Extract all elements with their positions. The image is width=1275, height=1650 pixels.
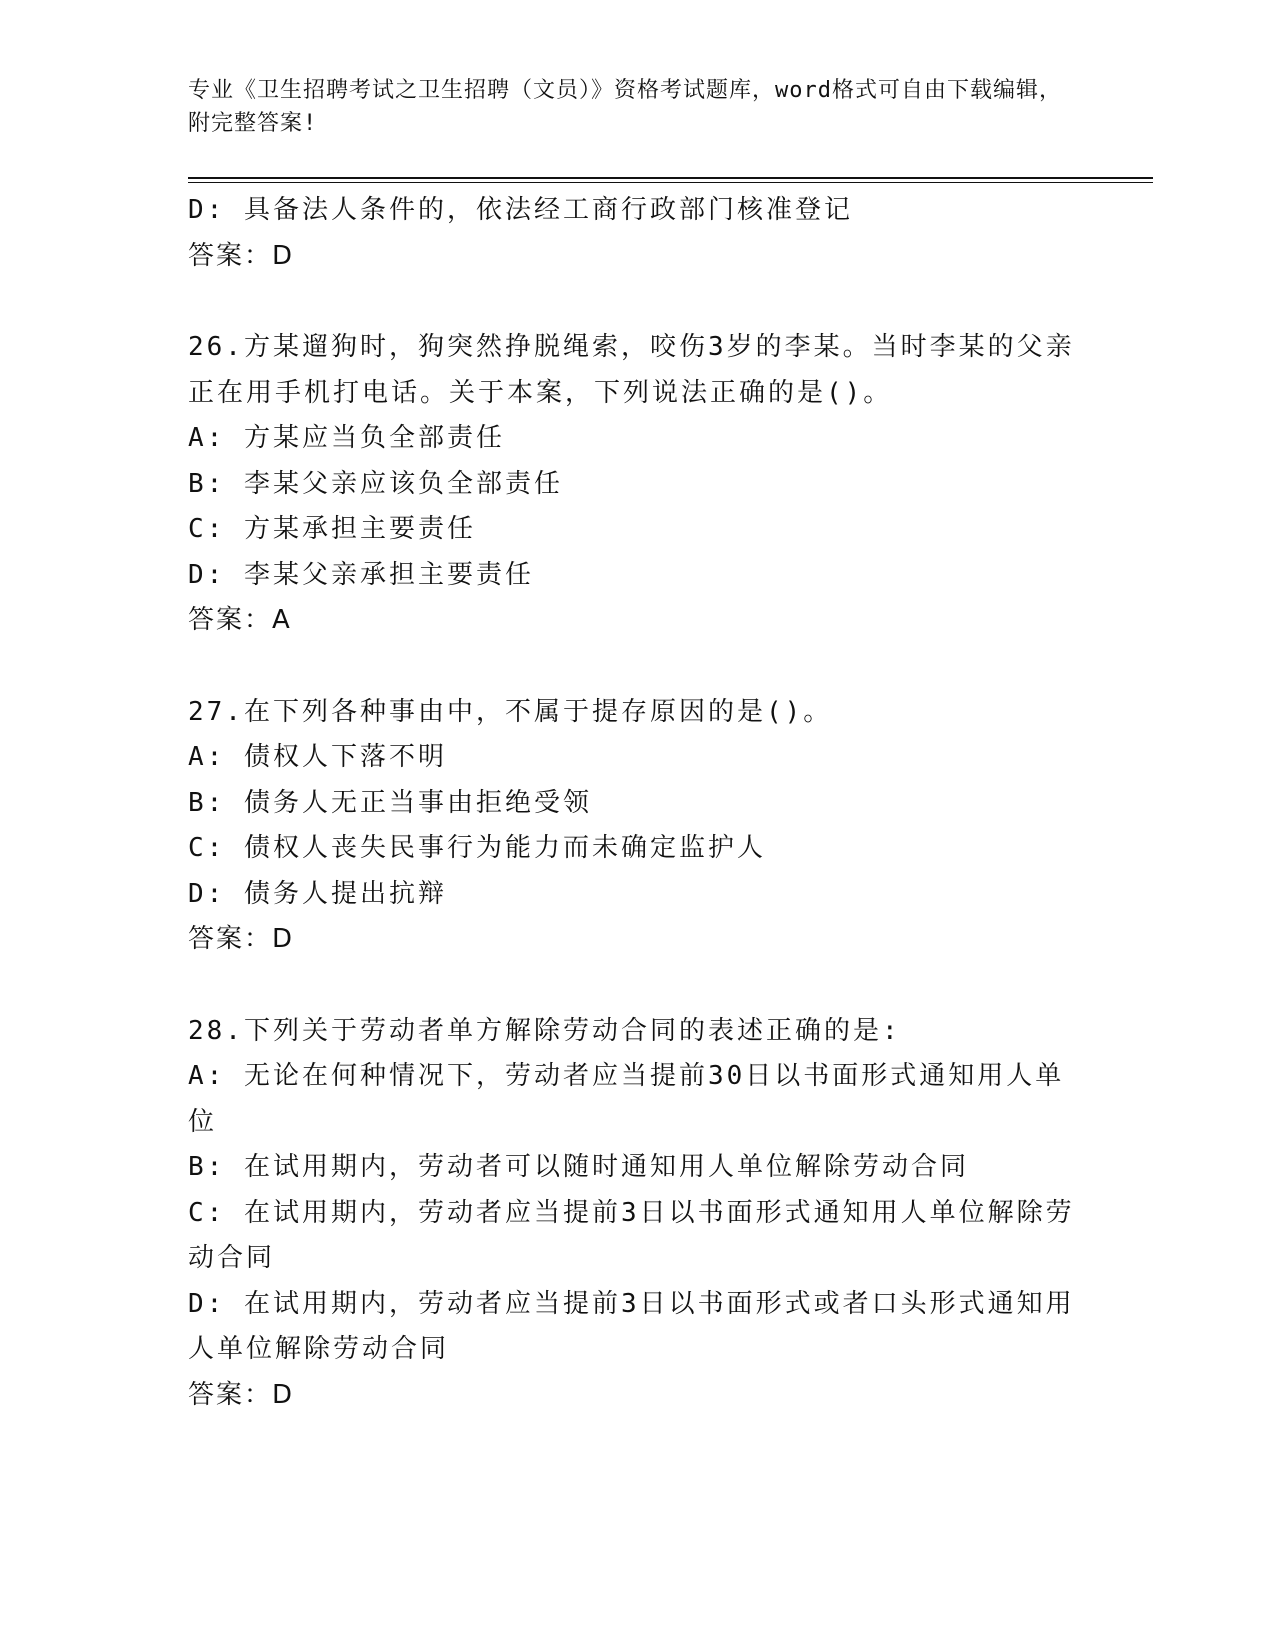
question-26 <box>188 325 1078 644</box>
question-28 <box>188 1009 1078 1419</box>
option-d: D: 在试用期内，劳动者应当提前3日以书面形式或者口头形式通知用人单位解除劳动合同 <box>188 1288 1075 1364</box>
option-a: A: 债权人下落不明 <box>188 742 447 772</box>
spacer <box>188 279 1078 325</box>
option-a: A: 无论在何种情况下，劳动者应当提前30日以书面形式通知用人单位 <box>188 1061 1065 1137</box>
header-divider-thin <box>188 182 1153 183</box>
option-a: A: 方某应当负全部责任 <box>188 423 505 453</box>
spacer <box>188 644 1078 690</box>
question-stem: 26.方某遛狗时，狗突然挣脱绳索，咬伤3岁的李某。当时李某的父亲正在用手机打电话。关于本案，下列说法正确的是()。 <box>188 332 1075 408</box>
option-c: C: 方某承担主要责任 <box>188 514 476 544</box>
document-header: 专业《卫生招聘考试之卫生招聘（文员）》资格考试题库，word格式可自由下载编辑，附完整答案! <box>188 78 1062 136</box>
answer-line: 答案：D <box>188 1379 295 1410</box>
header-divider-thick <box>188 177 1153 179</box>
question-27 <box>188 690 1078 963</box>
question-stem: 28.下列关于劳动者单方解除劳动合同的表述正确的是: <box>188 1015 901 1046</box>
question-content <box>188 188 1078 1418</box>
option-d: D: 债务人提出抗辩 <box>188 878 447 909</box>
option-c: C: 债权人丧失民事行为能力而未确定监护人 <box>188 833 766 863</box>
option-c: C: 在试用期内，劳动者应当提前3日以书面形式通知用人单位解除劳动合同 <box>188 1197 1075 1273</box>
question-stem: 27.在下列各种事由中，不属于提存原因的是()。 <box>188 696 833 727</box>
option-b: B: 在试用期内，劳动者可以随时通知用人单位解除劳动合同 <box>188 1152 969 1182</box>
answer-line: 答案：D <box>188 924 295 954</box>
option-d: D: 李某父亲承担主要责任 <box>188 559 534 590</box>
option-d: D: 具备法人条件的，依法经工商行政部门核准登记 <box>188 195 853 225</box>
answer-line: 答案：A <box>188 605 292 635</box>
previous-question-tail <box>188 188 1078 279</box>
option-b: B: 李某父亲应该负全部责任 <box>188 468 563 499</box>
spacer <box>188 963 1078 1009</box>
answer-line: 答案：D <box>188 240 295 271</box>
option-b: B: 债务人无正当事由拒绝受领 <box>188 787 592 818</box>
